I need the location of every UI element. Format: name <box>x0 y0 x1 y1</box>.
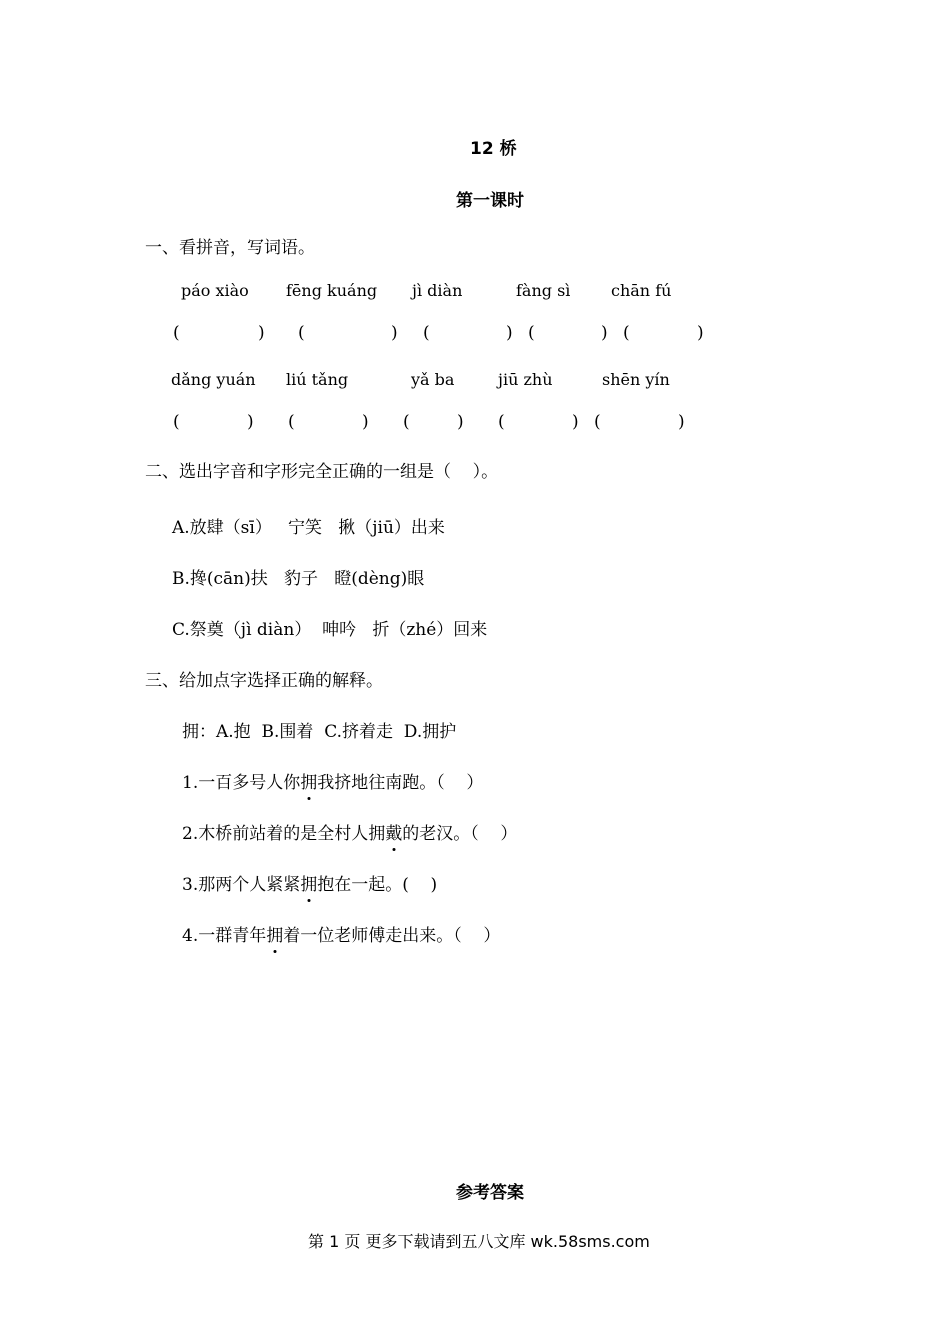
pinyin-word: chān fú <box>611 281 672 300</box>
answer-paren-close: ) <box>601 323 608 343</box>
page-subtitle: 第一课时 <box>456 191 524 211</box>
page-title: 12 桥 <box>470 139 517 159</box>
answer-paren-close: ) <box>258 323 265 343</box>
answer-paren-close: ) <box>247 412 254 432</box>
answer-paren-close: ) <box>697 323 704 343</box>
pinyin-word: páo xiào <box>181 281 249 300</box>
choice-option-a: A.放肆（sī） 宁笑 揪（jiū）出来 <box>172 518 445 538</box>
answer-paren-close: ) <box>678 412 685 432</box>
answer-paren-open: ( <box>423 323 430 343</box>
question-4: 4.一群青年拥着一位老师傅走出来。（ ） <box>182 921 500 946</box>
answer-paren-open: ( <box>298 323 305 343</box>
dotted-character: 拥 <box>300 768 317 793</box>
pinyin-word: jiū zhù <box>498 370 553 389</box>
choice-option-c: C.祭奠（jì diàn） 呻吟 折（zhé）回来 <box>172 620 488 640</box>
dotted-character: 拥 <box>266 921 283 946</box>
answers-title: 参考答案 <box>456 1183 524 1203</box>
answer-paren-open: ( <box>173 412 180 432</box>
answer-paren-close: ) <box>362 412 369 432</box>
section-heading-3: 三、给加点字选择正确的解释。 <box>145 671 383 691</box>
pinyin-word: fàng sì <box>516 281 571 300</box>
answer-paren-open: ( <box>403 412 410 432</box>
answer-paren-open: ( <box>498 412 505 432</box>
page-footer: 第 1 页 更多下载请到五八文库 wk.58sms.com <box>308 1232 650 1251</box>
choice-option-b: B.搀(cān)扶 豹子 瞪(dèng)眼 <box>172 569 425 589</box>
dotted-character: 戴 <box>385 819 402 844</box>
answer-paren-close: ) <box>506 323 513 343</box>
pinyin-word: jì diàn <box>412 281 463 300</box>
answer-paren-open: ( <box>528 323 535 343</box>
dotted-character: 拥 <box>300 870 317 895</box>
pinyin-word: fēng kuáng <box>286 281 378 300</box>
question-1: 1.一百多号人你拥我挤地往南跑。（ ） <box>182 768 483 793</box>
answer-paren-open: ( <box>594 412 601 432</box>
pinyin-word: yǎ ba <box>411 370 455 389</box>
pinyin-word: shēn yín <box>602 370 670 389</box>
question-3: 3.那两个人紧紧拥抱在一起。( ) <box>182 870 437 895</box>
answer-paren-close: ) <box>391 323 398 343</box>
pinyin-word: dǎng yuán <box>171 370 256 389</box>
answer-paren-open: ( <box>623 323 630 343</box>
answer-paren-open: ( <box>288 412 295 432</box>
section-heading-2: 二、选出字音和字形完全正确的一组是（ ）。 <box>145 462 499 482</box>
section-heading-1: 一、看拼音，写词语。 <box>145 238 315 258</box>
pinyin-word: liú tǎng <box>286 370 349 389</box>
question-2: 2.木桥前站着的是全村人拥戴的老汉。（ ） <box>182 819 517 844</box>
answer-paren-close: ) <box>572 412 579 432</box>
answer-paren-close: ) <box>457 412 464 432</box>
answer-paren-open: ( <box>173 323 180 343</box>
definition-list: 拥：A.抱 B.围着 C.挤着走 D.拥护 <box>182 722 457 742</box>
